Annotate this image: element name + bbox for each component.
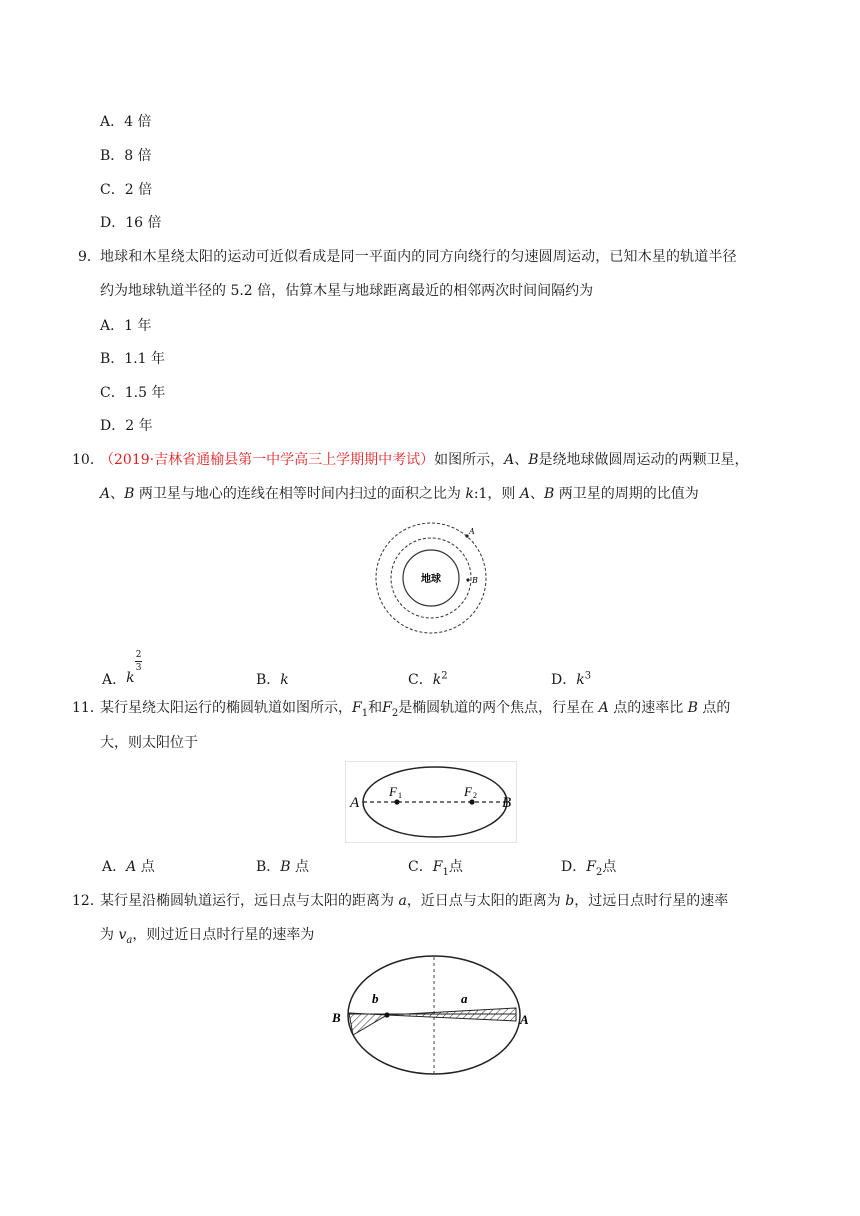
q11-option-b: [256, 856, 309, 876]
var-a: a: [398, 893, 407, 909]
q10-text: 如图所示，: [434, 452, 505, 468]
var-b: B: [528, 452, 539, 468]
q9-number: 9．: [78, 249, 101, 265]
q10-option-c: [408, 669, 448, 689]
option-label: B．: [256, 672, 281, 688]
q10-option-d: [551, 669, 591, 689]
var-f: F: [382, 700, 392, 716]
q10-number: 10．: [72, 452, 104, 468]
point-a-label: A: [520, 1012, 529, 1027]
var-a: A: [504, 452, 515, 468]
q8-option-a: A．4 倍: [100, 114, 152, 130]
sector-near: [349, 1013, 387, 1035]
sub-1: 1: [361, 707, 369, 719]
var-b: b: [565, 893, 575, 909]
q12-text: 为: [100, 927, 119, 943]
point-a-label: A: [350, 795, 360, 811]
q10-text: 是绕地球做圆周运动的两颗卫星，: [538, 452, 749, 468]
q10-sep: 、: [110, 486, 125, 502]
focus-f1-dot: [394, 799, 399, 804]
distance-a-label: a: [461, 991, 468, 1006]
option-label: D．: [551, 672, 577, 688]
satellite-b-label: B: [472, 576, 478, 585]
var-b: B: [687, 700, 698, 716]
q10-stem-line1: [100, 449, 749, 469]
option-text: 点: [448, 859, 463, 875]
q11-option-c: [408, 856, 463, 878]
point-b-label: B: [502, 795, 512, 811]
exp-numerator: 2: [135, 650, 142, 660]
option-text: 点: [290, 859, 310, 875]
k-base: k: [576, 672, 585, 688]
q12-text: 某行星沿椭圆轨道运行，远日点与太阳的距离为: [100, 893, 399, 909]
q9-option-b: B．1.1 年: [100, 351, 166, 367]
k-base: k: [432, 672, 442, 688]
k-value: k: [280, 672, 289, 688]
q8-option-b: B．8 倍: [100, 148, 152, 164]
q10-sep: 、: [530, 486, 545, 502]
sub-2: 2: [595, 866, 603, 878]
q11-number: 11．: [72, 700, 104, 716]
earth-label: 地球: [421, 574, 441, 585]
f2-sub: 2: [473, 791, 477, 800]
q11-text: 某行星绕太阳运行的椭圆轨道如图所示，: [100, 700, 352, 716]
q12-ellipse-figure: [330, 953, 535, 1077]
var-a: A: [519, 486, 531, 502]
q11-option-d: [561, 856, 616, 878]
q8-option-c: C．2 倍: [100, 182, 153, 198]
q9-option-d: D．2 年: [100, 418, 153, 434]
option-text: 点: [136, 859, 155, 875]
q10-source: （2019·吉林省通榆县第一中学高三上学期期中考试）: [100, 452, 435, 468]
q12-stem-line2: [100, 924, 314, 946]
option-label: D．: [561, 859, 587, 875]
q10-text: :1，则: [473, 486, 520, 502]
option-label: A．: [102, 672, 127, 688]
var-f: F: [432, 859, 443, 875]
q12-text: ，过远日点时行星的速率: [574, 893, 729, 909]
q10-option-b: [256, 669, 289, 689]
option-label: A．: [102, 859, 127, 875]
option-label: C．: [408, 859, 433, 875]
satellite-b-dot: [466, 578, 469, 581]
f1-label: F: [389, 784, 397, 799]
q9-option-a: A．1 年: [100, 318, 152, 334]
var-f: F: [586, 859, 596, 875]
q10-stem-line2: [100, 483, 699, 503]
q10-text: 两卫星与地心的连线在相等时间内扫过的面积之比为: [138, 486, 466, 502]
q12-text: ，则过近日点时行星的速率为: [132, 927, 315, 943]
option-text: 点: [602, 859, 617, 875]
distance-b-label: b: [372, 991, 379, 1006]
q11-text: 点的: [697, 700, 731, 716]
q10-option-a: [102, 650, 142, 689]
q10-sep: 、: [514, 452, 529, 468]
q11-text: 点的速率比: [608, 700, 688, 716]
sun-dot: [384, 1012, 389, 1017]
var-a: A: [598, 700, 609, 716]
q11-ellipse-figure: [345, 761, 517, 843]
option-label: B．: [256, 859, 281, 875]
q10-text: 两卫星的周期的比值为: [554, 486, 699, 502]
q8-option-d: D．16 倍: [100, 215, 162, 231]
q11-stem-line1: [100, 697, 730, 719]
sub-1: 1: [442, 866, 449, 878]
f1-sub: 1: [398, 791, 402, 800]
var-b: B: [544, 486, 555, 502]
var-f: F: [352, 700, 362, 716]
var-b: B: [280, 859, 291, 875]
q11-text: 是椭圆轨道的两个焦点，行星在: [398, 700, 599, 716]
k-two-thirds: [126, 650, 142, 686]
var-b: B: [124, 486, 135, 502]
exponent: 3: [584, 670, 592, 682]
var-k: k: [465, 486, 474, 502]
satellite-a-label: A: [469, 527, 475, 536]
q9-stem-line1: 地球和木星绕太阳的运动可近似看成是同一平面内的同方向绕行的匀速圆周运动，已知木星的轨道半径: [100, 249, 737, 265]
exponent: 2: [441, 670, 448, 682]
var-a: A: [126, 859, 137, 875]
exp-denominator: 3: [135, 663, 142, 673]
q12-stem-line1: [100, 890, 728, 910]
q11-option-a: [102, 856, 155, 876]
point-b-label: B: [332, 1010, 341, 1025]
focus-f2-dot: [469, 799, 474, 804]
sub-a: a: [126, 934, 133, 946]
q12-text: ，近日点与太阳的距离为: [406, 893, 566, 909]
q9-stem-line2: 约为地球轨道半径的 5.2 倍，估算木星与地球距离最近的相邻两次时间间隔约为: [100, 283, 594, 299]
q11-text: 和: [368, 700, 383, 716]
sub-2: 2: [391, 707, 399, 719]
q9-option-c: C．1.5 年: [100, 385, 166, 401]
var-a: A: [100, 486, 111, 502]
option-label: C．: [408, 672, 433, 688]
q12-number: 12．: [72, 893, 104, 909]
q10-orbit-figure: [370, 518, 494, 642]
f2-label: F: [464, 784, 472, 799]
q11-stem-line2: 大，则太阳位于: [100, 735, 198, 751]
k-base: k: [126, 670, 135, 686]
var-v: v: [118, 927, 127, 943]
